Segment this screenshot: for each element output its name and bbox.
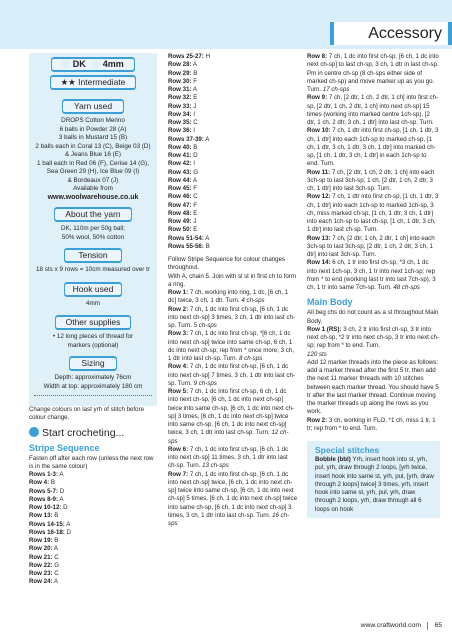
page-number: 65 <box>434 622 442 629</box>
stripe-row <box>168 127 297 135</box>
column-3 <box>307 53 440 518</box>
row-colour: A <box>192 176 198 184</box>
row-text: 7 ch, working into ring, 1 dc, [6 ch, 1 dc] twice, 3 ch, 1 dtr. Turn. <box>168 289 289 305</box>
start-crocheting-label: Start crocheting... <box>42 426 125 439</box>
yarn-line: 1 ball each in Red 06 (F), Cerise 14 (G), <box>37 159 149 167</box>
row-colour: F <box>193 185 198 192</box>
row-label: Row 12: <box>307 193 331 201</box>
special-stitches-heading: Special stitches <box>315 445 380 455</box>
stitch-count: 4 ch-sps <box>241 297 265 305</box>
instruction-row <box>168 388 297 446</box>
yarn-line: 6 balls in Powder 28 (A) <box>59 125 127 133</box>
stripe-row <box>29 537 157 545</box>
row-label: Row 23: <box>29 570 53 577</box>
about-yarn-pill <box>54 207 132 222</box>
page-footer <box>0 621 452 631</box>
row-label: Row 33: <box>168 102 192 110</box>
row-label: Row 43: <box>168 168 192 176</box>
row-label: Row 45: <box>168 185 192 192</box>
row-colour: A <box>59 471 64 478</box>
row-label: Row 1: <box>168 289 189 296</box>
row-label: Row 29: <box>168 69 192 77</box>
stripe-row <box>168 226 297 234</box>
instruction-list <box>168 289 297 528</box>
row-text: 6 ch, 1 tr into first ch-sp, *3 ch, 1 dc into next 1ch-sp, 3 ch, 1 tr into next 1ch-sp; rep from * to end (working last tr into last 7ch-sp), 3 ch, 1 tr into same 7ch-sp. Turn. <box>307 259 436 291</box>
supplies-line: • 12 long pieces of thread for <box>52 333 134 340</box>
stitch-count: 16 ch-sps <box>168 511 290 527</box>
row-label: Row 50: <box>168 226 192 234</box>
row-label: Rows 51-54: <box>168 234 204 242</box>
dotted-divider <box>34 395 152 396</box>
row-label: Row 2: <box>168 305 189 313</box>
row-label: Rows 37-39: <box>168 135 204 143</box>
row-colour: D <box>63 504 68 511</box>
sizing-pill <box>69 356 117 371</box>
row-text: 7 ch, 1 dc into first ch-sp, [6 ch, 1 dc into next ch-sp] 11 times, 3 ch, 1 dtr into last ch-sp. Turn. <box>168 445 289 470</box>
row-label: Row 28: <box>168 61 192 69</box>
stripe-rows-list <box>29 471 157 587</box>
special-stitches-box <box>307 441 440 518</box>
row-text: 3 ch, working in FLO, *1 ch, miss 1 tr, 1 tr; rep from * to end. Turn. <box>307 416 436 432</box>
row-colour: A <box>192 86 198 93</box>
row-colour: A <box>53 545 59 553</box>
pattern-info-box <box>29 53 157 406</box>
row-colour: A <box>59 495 64 503</box>
row-text: 7 ch, [2 dtr, 1 ch, 2 dtr, 1 ch] into each 3ch-sp to last 3ch-sp, [2 dtr, 1 ch, 2 dtr, 3 ch, 1 dtr] into last 3ch-sp. Turn. <box>307 234 435 258</box>
row-text: 7 ch, 1 dtr into first ch-sp, [1 ch, 1 dtr, 3 ch, 1 dtr] into each 1ch-sp to marked 1ch-sp, 3 ch, miss marked ch-sp, [1 ch, 1 dtr, 3 ch, 1 dtr] into each 1ch-sp to last ch-sp, [1 ch, 1 dtr, 3 ch, 1 dtr] into last ch-sp. Turn. <box>307 193 439 234</box>
row-colour: D <box>66 528 71 536</box>
row-colour: A <box>53 578 59 586</box>
yarn-used-pill <box>62 99 124 114</box>
stripe-rows-list-continued <box>168 53 297 251</box>
row-label: Row 5: <box>168 388 189 395</box>
row-text: 7 ch, 1 dtr into first ch-sp, [1 ch, 1 dtr, 3 ch, 1 dtr] into each 1ch-sp to marked ch-sp, [1 ch, 1 dtr, 3 ch, 1 dtr, 3 ch, 1 dtr] into marked ch-sp, [1 ch, 1 dtr, 3 ch, 1 dtr] in each 1ch-sp to end. Turn. <box>307 127 439 168</box>
row-colour: D <box>59 487 65 495</box>
row-label: Row 14: <box>307 259 331 267</box>
yarn-weight-icon <box>62 60 70 68</box>
stripe-row <box>168 70 297 78</box>
row-label: Row 31: <box>168 86 192 93</box>
about-line: 50% wool, 50% cotton <box>61 233 125 241</box>
about-yarn-text <box>34 225 152 242</box>
sizing-line: Width at top: approximately 180 cm <box>43 382 143 390</box>
instruction-row <box>307 193 440 234</box>
row-colour: G <box>54 561 60 569</box>
row-label: Row 10: <box>307 127 331 135</box>
row-colour: G <box>193 168 199 176</box>
row-label: Row 41: <box>168 152 192 159</box>
chain-start: With A, chain 5. Join with sl st in first ch to form a ring. <box>168 272 296 288</box>
tension-pill <box>64 248 122 263</box>
row-text: 7 ch, [2 dtr, 1 ch, 2 dtr, 1 ch] into first ch-sp, [2 dtr, 1 ch, 2 dtr, 1 ch] into next ch-sp] 15 times (working into marked centre 1ch-sp), [2 dtr, 1 ch, 2 dtr, 3 ch, 1 dtr] into last ch-sp. Turn. <box>307 94 439 126</box>
stripe-row <box>29 554 157 562</box>
row-colour: A <box>205 135 210 143</box>
row-text: 7 ch, 1 dc into first ch-sp, [6 ch, 1 dc into next ch-sp] to last ch-sp, 3 ch, 1 dtr in last ch-sp. Pm in centre ch-sp (8 ch-sps either side of marked ch-sp) and move marker up as you go. Turn. <box>307 53 439 93</box>
row-colour: A <box>66 520 71 528</box>
sizing-heading: Sizing <box>69 357 117 370</box>
about-yarn-heading: About the yarn <box>54 208 132 221</box>
row-colour: E <box>193 226 198 234</box>
yarn-line: & Jeans Blue 16 (E) <box>64 151 121 158</box>
stripe-row <box>168 193 297 201</box>
row-text: 7 ch, 1 dc into first ch-sp, 6 ch, 1 dc into next ch-sp, [6 ch, 1 dc into next ch-sp] twice into same ch-sp, [6 ch, 1 dc into next ch-sp] 3 times, [6 ch, 1 dc into next ch-sp] twice into same ch-sp, [6 ch, 1 dc into next ch-sp] twice, 3 ch, 1 dtr into last ch-sp. Turn. <box>168 388 294 437</box>
row-label: Rows 55-56: <box>168 242 204 250</box>
yarn-weight: DK <box>72 59 86 69</box>
bobble-definition <box>315 456 435 514</box>
instruction-row <box>168 363 297 388</box>
instruction-row <box>307 127 440 168</box>
row-label: Row 3: <box>168 330 189 338</box>
stripe-row <box>168 136 297 144</box>
dk-pill <box>51 57 135 72</box>
row-label: Row 42: <box>168 160 192 168</box>
row-label: Row 47: <box>168 201 192 209</box>
row-colour: C <box>193 119 198 126</box>
row-label: Row 7: <box>168 470 189 478</box>
row-label: Rows 16-18: <box>29 528 65 536</box>
stripe-row <box>168 243 297 251</box>
section-title: Accessory <box>334 22 448 45</box>
stripe-row <box>168 119 297 127</box>
stitch-count: 48 ch-sps <box>393 284 420 291</box>
instruction-row <box>168 330 297 363</box>
yarn-line: Available from <box>73 185 113 192</box>
column-2 <box>168 53 297 528</box>
stripe-row <box>29 545 157 553</box>
row-colour: C <box>54 553 59 561</box>
stripe-row <box>168 160 297 168</box>
hook-pill <box>64 282 122 297</box>
row-label: Row 4: <box>168 363 189 371</box>
colour-change-note: Change colours on last yrh of stitch before colour change. <box>29 406 145 422</box>
instruction-row <box>168 289 297 306</box>
yarn-line: & Bordeaux 07 (J) <box>67 176 119 184</box>
stripe-row <box>29 504 157 512</box>
row-colour: B <box>54 512 59 520</box>
instruction-row <box>307 169 440 194</box>
row-colour: D <box>193 152 198 159</box>
row-text: 7 ch, 1 dc into first ch-sp, [6 ch, 1 dc into next ch-sp] 3 times, 3 ch, 1 dtr into last ch-sp. Turn. <box>168 305 295 329</box>
stitch-count: 13 ch-sps <box>202 462 229 470</box>
row-label: Row 1 (RS): <box>307 325 342 333</box>
row-colour: C <box>193 193 198 201</box>
row-label: Row 19: <box>29 537 53 544</box>
yarn-line: 2 balls each in Coral 13 (C), Beige 03 (D) <box>35 142 151 150</box>
row-label: Row 13: <box>29 512 53 520</box>
row-label: Rows 1-3: <box>29 471 59 478</box>
hook-heading: Hook used <box>64 283 122 296</box>
hook-text: 4mm <box>86 299 100 307</box>
stripe-row <box>29 570 157 578</box>
row-label: Row 4: <box>29 479 50 487</box>
row-label: Row 8: <box>307 53 328 60</box>
instruction-row <box>307 259 440 292</box>
row-label: Row 34: <box>168 110 192 118</box>
row-label: Row 32: <box>168 94 192 102</box>
row-label: Row 24: <box>29 578 53 586</box>
stripe-row <box>168 94 297 102</box>
bullet-icon <box>29 427 39 437</box>
row-label: Row 22: <box>29 561 53 569</box>
stripe-row <box>29 562 157 570</box>
follow-note: Follow Stripe Sequence for colour changes throughout. <box>168 256 286 272</box>
row-colour: A <box>192 61 198 69</box>
row-colour: E <box>193 209 198 217</box>
instruction-list-continued <box>307 53 440 292</box>
row-label: Row 48: <box>168 209 192 217</box>
stitch-count: 17 ch-sps <box>322 86 350 93</box>
stripe-row <box>168 177 297 185</box>
stripe-row <box>168 144 297 152</box>
row-label: Row 6: <box>168 445 189 453</box>
row-colour: B <box>193 143 198 151</box>
bobble-text: Yrh, insert hook into st, yrh, pul, yrh, draw through 2 loops, [yrh twice, insert hook into same st, yrh, pul, [yrh, draw through 2 loops] twice] 3 times, yrh, insert hook into same st, yrh, pul, yrh, draw through 2 loops, yrh, draw through all 6 loops on hook <box>315 456 434 513</box>
stripe-row <box>168 218 297 226</box>
hook-icon <box>92 60 102 70</box>
footer-divider <box>427 622 428 630</box>
stripe-row <box>29 471 157 479</box>
instruction-row <box>307 53 440 94</box>
row-text: 7 ch, [2 dtr, 1 ch, 2 dtr, 1 ch] into each 3ch-sp to last 3ch-sp, 1 ch, [2 dtr, 1 ch, 2 dtr, 3 ch, 1 dtr] into last 3ch-sp. Turn. <box>307 168 435 192</box>
row-label: Row 20: <box>29 545 53 553</box>
row-label: Rows 5-7: <box>29 487 59 495</box>
row-label: Row 49: <box>168 218 192 225</box>
row-label: Row 30: <box>168 77 192 85</box>
stripe-intro: Fasten off after each row (unless the next row is in the same colour) <box>29 454 154 470</box>
row-colour: I <box>193 110 195 118</box>
yarn-line: DROPS Cotton Merino <box>61 117 125 124</box>
row-label: Rows 8-9: <box>29 495 59 503</box>
row-label: Row 11: <box>307 168 331 176</box>
row-label: Row 40: <box>168 143 192 151</box>
stripe-row <box>168 53 297 61</box>
supplies-heading: Other supplies <box>55 316 131 329</box>
row-colour: I <box>193 160 195 168</box>
main-body-heading: Main Body <box>307 297 353 308</box>
stitch-count: 120 sts <box>307 350 327 358</box>
bobble-label: Bobble (bbl) <box>315 456 351 463</box>
row-colour: C <box>54 570 59 577</box>
row-label: Row 10-12: <box>29 504 62 511</box>
stripe-row <box>168 202 297 210</box>
row-label: Row 36: <box>168 127 192 135</box>
row-label: Row 44: <box>168 176 192 184</box>
stripe-sequence-heading: Stripe Sequence <box>29 442 100 453</box>
yarn-line: Sea Green 29 (H), Ice Blue 09 (I) <box>46 168 140 175</box>
row-colour: B <box>50 479 55 487</box>
row-colour: F <box>193 201 198 209</box>
stripe-row <box>29 521 157 529</box>
level-pill <box>50 75 136 90</box>
row-text: 7 ch, 1 dc into first ch-sp, *[6 ch, 1 dc into next ch-sp] twice into same ch-sp, 6 ch, 1 dc into next ch-sp; rep from * once more, 3 ch, 1 dtr into last ch-sp. Turn. <box>168 330 294 362</box>
stripe-row <box>29 479 157 487</box>
row-colour: J <box>193 102 197 110</box>
instruction-row <box>307 235 440 260</box>
yarn-supplier-url[interactable]: www.woolwarehouse.co.uk <box>47 193 139 201</box>
stripe-row <box>29 512 157 520</box>
instruction-row <box>307 94 440 127</box>
row-label: Rows 25-27: <box>168 53 204 60</box>
stripe-row <box>29 488 157 496</box>
stitch-count: 9 ch-sps <box>193 379 217 387</box>
sizing-text <box>34 374 152 391</box>
row-colour: A <box>205 234 210 242</box>
start-crocheting-heading <box>29 427 157 440</box>
row-text: 7 ch, 1 dc into first ch-sp, [6 ch, 1 dc into next ch-sp] 7 times, 3 ch, 1 dtr into last ch-sp. Turn. <box>168 363 295 387</box>
row-label: Row 21: <box>29 553 53 561</box>
yarn-used-list <box>34 117 152 202</box>
yarn-line: 3 balls in Mustard 15 (B) <box>58 134 128 141</box>
skill-level: ★★ Intermediate <box>50 76 136 89</box>
stitch-count: 8 ch-sps <box>239 355 263 362</box>
stripe-row <box>168 103 297 111</box>
row-text: 7 ch, 1 dc into first ch-sp, [6 ch, 1 dc into next ch-sp] twice, [6 ch, 1 dc into next ch-sp] twice into same ch-sp, [6 ch, 1 dc into next ch-sp] 5 times, [6 ch, 1 dc into next ch-sp] twice into same ch-sp, [6 ch, 1 dc into next ch-sp] 3 times, 3 ch, 1 dtr into last ch-sp. Turn. <box>168 470 298 519</box>
row-label: Row 46: <box>168 193 192 201</box>
row-colour: H <box>205 53 210 60</box>
stripe-row <box>168 111 297 119</box>
row-colour: F <box>193 77 198 85</box>
stripe-row <box>168 169 297 177</box>
main-body-row-2 <box>307 417 440 434</box>
row-label: Row 13: <box>307 234 331 242</box>
row-colour: J <box>193 218 197 225</box>
instruction-row <box>168 446 297 471</box>
stripe-row <box>168 185 297 193</box>
row-text: 3 ch, 2 tr into first ch-sp, 3 tr into next ch-sp, *2 tr into next ch-sp, 3 tr into next ch-sp; rep from * to end. Turn. <box>307 325 440 350</box>
footer-url[interactable]: www.craftworld.com <box>360 622 421 629</box>
hook-size: 4mm <box>102 59 124 69</box>
marker-instructions: Add 12 marker threads into the piece as follows: add a marker thread after the first 5 tr, then add the next 11 marker threads with 10 stitches between each marker thread. You should have 5 tr after the last marker thread. Continue moving the marker threads up along the rows as you work. <box>307 358 439 416</box>
tension-text: 18 sts x 9 rows = 10cm measured over tr <box>36 266 150 273</box>
stripe-row <box>168 61 297 69</box>
supplies-line: markers (optional) <box>67 341 119 349</box>
stripe-row <box>168 86 297 94</box>
sizing-line: Depth: approximately 76cm <box>54 374 132 381</box>
row-label: Row 9: <box>307 94 328 102</box>
about-line: DK, 110m per 50g ball; <box>61 225 125 232</box>
stitch-count: 12 ch-sps <box>168 429 289 445</box>
row-colour: B <box>205 242 210 250</box>
row-label: Row 2: <box>307 416 328 424</box>
supplies-text <box>34 333 152 350</box>
stripe-row <box>168 210 297 218</box>
instruction-row <box>168 306 297 331</box>
row-colour: B <box>193 69 198 77</box>
row-label: Rows 14-15: <box>29 520 65 528</box>
stripe-row <box>168 235 297 243</box>
yarn-used-heading: Yarn used <box>62 100 124 113</box>
stripe-row <box>29 529 157 537</box>
stripe-row <box>168 78 297 86</box>
main-body-row-1 <box>307 326 440 359</box>
instruction-row <box>168 471 297 529</box>
stripe-row <box>29 578 157 586</box>
stitch-count: 5 ch-sps <box>193 322 217 329</box>
row-colour: B <box>54 537 59 544</box>
tension-heading: Tension <box>64 249 122 262</box>
row-colour: E <box>193 94 198 102</box>
stripe-row <box>29 496 157 504</box>
row-colour: I <box>193 127 195 135</box>
stripe-row <box>168 152 297 160</box>
main-body-intro: All beg chs do not count as a st throughout Main Body. <box>307 309 439 325</box>
row-label: Row 35: <box>168 119 192 126</box>
column-1 <box>29 53 157 587</box>
supplies-pill <box>55 315 131 330</box>
